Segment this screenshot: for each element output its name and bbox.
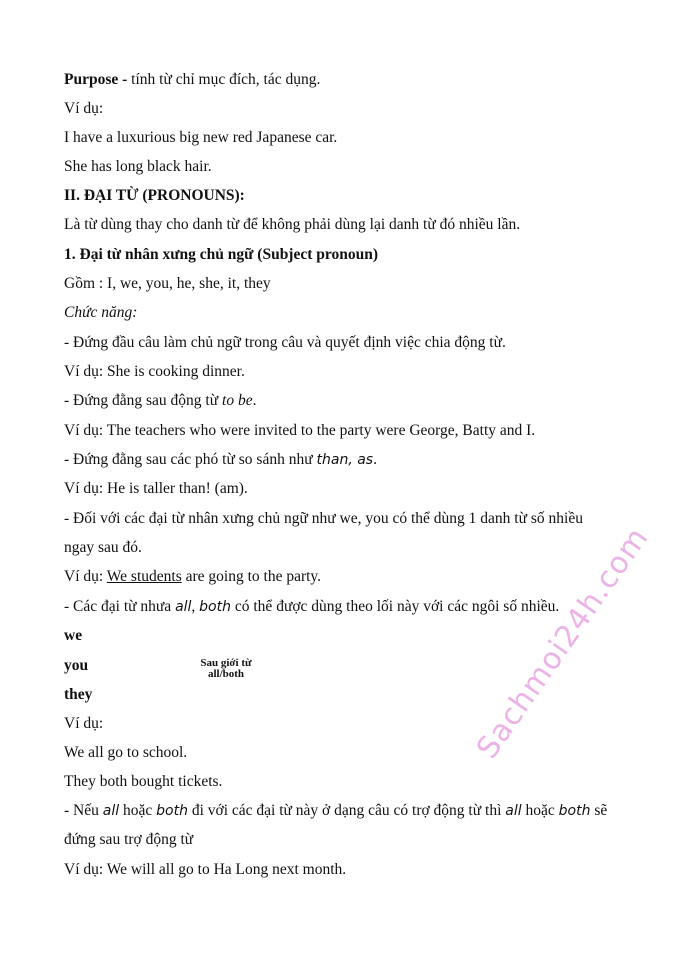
example-sentence: Ví dụ: He is taller than! (am). <box>64 480 248 497</box>
rule-item: - Nếu all hoặc both đi với các đại từ này ở dạng câu có trợ động từ thì all hoặc both sẽ <box>64 802 608 819</box>
rule-item: - Đứng đằng sau các phó từ so sánh như than, as. <box>64 451 377 468</box>
rule-item-continued: ngay sau đó. <box>64 539 142 556</box>
pronoun-we: we <box>64 627 83 644</box>
example-sentence: We all go to school. <box>64 744 188 761</box>
example-sentence: Ví dụ: We students are going to the party. <box>64 568 322 585</box>
paragraph: Là từ dùng thay cho danh từ để không phải dùng lại danh từ đó nhiều lần. <box>64 216 521 233</box>
rule-item: - Các đại từ nhưa all, both có thể được dùng theo lối này với các ngôi số nhiều. <box>64 598 560 615</box>
example-label: Ví dụ: <box>64 100 104 117</box>
rule-item: - Đứng đầu câu làm chủ ngữ trong câu và quyết định việc chia động từ. <box>64 334 506 351</box>
example-sentence: Ví dụ: She is cooking dinner. <box>64 363 245 380</box>
purpose-term: Purpose - <box>64 71 128 88</box>
rule-item: - Đối với các đại từ nhân xưng chủ ngữ như we, you có thể dùng 1 danh từ số nhiều <box>64 510 583 527</box>
note-line: all/both <box>207 668 245 680</box>
example-sentence: I have a luxurious big new red Japanese car. <box>64 129 338 146</box>
example-sentence: Ví dụ: The teachers who were invited to the party were George, Batty and I. <box>64 422 536 439</box>
function-label: Chức năng: <box>64 304 138 321</box>
example-sentence: Ví dụ: We will all go to Ha Long next month. <box>64 861 347 878</box>
note-line: Sau giới từ <box>200 657 252 669</box>
paragraph: Gồm : I, we, you, he, she, it, they <box>64 275 271 292</box>
diagram-note <box>186 658 266 680</box>
section-heading: II. ĐẠI TỪ (PRONOUNS): <box>64 187 245 204</box>
rule-item: - Đứng đằng sau động từ to be. <box>64 392 257 409</box>
purpose-definition: tính từ chỉ mục đích, tác dụng. <box>127 71 321 88</box>
underlined-phrase: We students <box>106 568 182 585</box>
example-sentence: She has long black hair. <box>64 158 212 175</box>
example-label: Ví dụ: <box>64 715 104 732</box>
pronoun-they: they <box>64 686 93 703</box>
subsection-heading: 1. Đại từ nhân xưng chủ ngữ (Subject pronoun) <box>64 246 379 263</box>
pronoun-you: you <box>64 657 89 674</box>
rule-item-continued: đứng sau trợ động từ <box>64 831 194 848</box>
purpose-line <box>64 70 320 90</box>
watermark: Sachmoi24h.com <box>470 520 656 766</box>
example-sentence: They both bought tickets. <box>64 773 223 790</box>
